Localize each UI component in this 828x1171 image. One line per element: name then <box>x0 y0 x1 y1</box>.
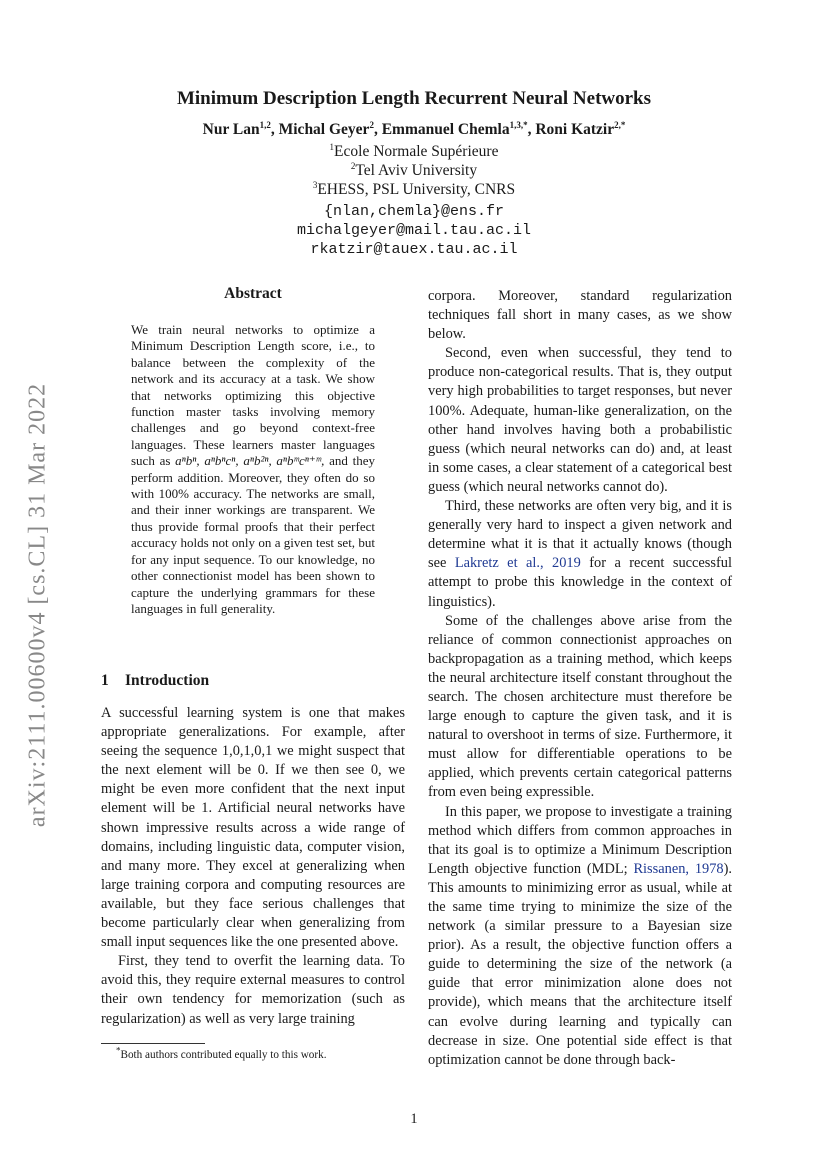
formal-languages: aⁿbⁿ, aⁿbⁿcⁿ, aⁿb²ⁿ, aⁿbᵐcⁿ⁺ᵐ, <box>175 453 325 469</box>
affiliation: $^1$Ecole Normale Supérieure <box>329 141 499 160</box>
arxiv-id: arXiv:2111.00600v4 [cs.CL] 31 Mar 2022 <box>24 382 51 828</box>
paragraph: Second, even when successful, they tend to produce non-categorical results. That is, they output very high probabilities to target responses, but never 100%. Adequate, human-like generalization, on the other hand involves having both a probabilistic guess (which neural networks can do) and, at least in some cases, a clear statement of a categorical best guess (which neural networks cannot do). <box>428 345 732 495</box>
email: rkatzir@tauex.tau.ac.il <box>310 241 518 258</box>
affiliation: $^2$Tel Aviv University <box>350 160 478 179</box>
right-column <box>428 287 732 1070</box>
abstract-body: We train neural networks to optimize a Minimum Description Length score, i.e., to balance between the complexity of the network and its accuracy at a task. We show that networks optimizing this objective function master tasks involving memory challenges and go beyond context-free languages. These learners master languages such as aⁿbⁿ, aⁿbⁿcⁿ, aⁿb²ⁿ, aⁿbᵐcⁿ⁺ᵐ, and they perform addition. Moreover, they often do so with 100% accuracy. The networks are small, and their inner workings are transparent. We thus provide formal proofs that their perfect accuracy holds not only on a given test set, but for any input sequence. To our knowledge, no other connectionist model has been shown to capture the underlying grammars for these languages in full generality. <box>131 322 375 616</box>
author-name: Michal Geyer <box>278 121 370 138</box>
author-name: Emmanuel Chemla <box>381 121 510 138</box>
footnote-mark: * <box>116 1045 121 1056</box>
paragraph: Third, these networks are often very big, and it is generally very hard to inspect a given network and determine what it is that it actually knows (though see Lakretz et al., 2019 for a recent successful attempt to probe this knowledge in the context of linguistics). <box>428 498 732 610</box>
footnote-rule <box>101 1043 205 1044</box>
footnote <box>101 1045 405 1061</box>
author-affil-mark: 1,3,* <box>509 119 528 130</box>
paragraph: Some of the challenges above arise from the reliance of common connectionist approaches on backpropagation as a training method, which keeps the neural architecture itself constant throughout the search. The chosen architecture must therefore be large enough to capture the given task, and it is natural to overshoot in terms of size. Furthermore, it must allow for differentiable operations to be applied, which prevents certain categorical patterns from even being expressible. <box>428 612 732 801</box>
citation-link[interactable]: Lakretz et al., 2019 <box>454 555 581 572</box>
section-number: 1 <box>101 672 109 689</box>
author-affil-mark: 2 <box>369 119 374 130</box>
left-column <box>101 704 405 1029</box>
paragraph: A successful learning system is one that makes appropriate generalizations. For example, after seeing the sequence 1,0,1,0,1 we might suspect that the next element will be 0. If we then see 0, we might be even more confident that the next input element will be 1. Artificial neural networks have shown impressive results across a wide range of domains, including linguistic data, computer vision, and many more. They excel at generalizing when large training corpora and computing resources are available, but they face serious challenges that become particularly clear when generalizing from small input sequences like the one presented above. <box>101 705 405 951</box>
paragraph: First, they tend to overfit the learning data. To avoid this, they require external measures to control their own tendency for memorization (such as regularization) as well as very large training <box>101 953 405 1027</box>
author-name: Nur Lan <box>202 121 260 138</box>
author-name: Roni Katzir <box>535 121 615 138</box>
email: {nlan,chemla}@ens.fr <box>323 203 505 220</box>
citation-link[interactable]: Rissanen, 1978 <box>633 860 724 877</box>
arxiv-sidebar <box>8 355 68 855</box>
paragraph: corpora. Moreover, standard regularization techniques fall short in many cases, as we show below. <box>428 288 732 343</box>
paragraph: In this paper, we propose to investigate a training method which differs from common approaches in that its goal is to optimize a Minimum Description Length objective function (MDL; Rissanen, 1978). This amounts to minimizing error as usual, while at the same time trying to minimize the size of the network (a similar pressure to a Bayesian size prior). As a result, the objective function offers a guide to determining the size of the network (a guide that error minimization alone does not provide), which means that the architecture itself can evolve during learning and typically can decrease in size. One potential side effect is that optimization cannot be done through back- <box>428 803 732 1068</box>
section-title: Introduction <box>125 672 210 689</box>
section-heading <box>101 672 209 690</box>
page-number: 1 <box>410 1111 418 1127</box>
abstract-heading: Abstract <box>224 285 282 302</box>
paper-title: Minimum Description Length Recurrent Neural Networks <box>176 88 652 109</box>
affiliation: $^3$EHESS, PSL University, CNRS <box>312 179 516 198</box>
footnote-text: Both authors contributed equally to this work. <box>120 1049 327 1061</box>
author-list: Nur Lan$^{1,2}$, Michal Geyer$^2$, Emmanuel Chemla$^{1,3,*}$, Roni Katzir$^{2,*}$ <box>202 119 626 138</box>
author-affil-mark: 1,2 <box>259 119 271 130</box>
author-affil-mark: 2,* <box>614 119 626 130</box>
email: michalgeyer@mail.tau.ac.il <box>296 222 532 239</box>
